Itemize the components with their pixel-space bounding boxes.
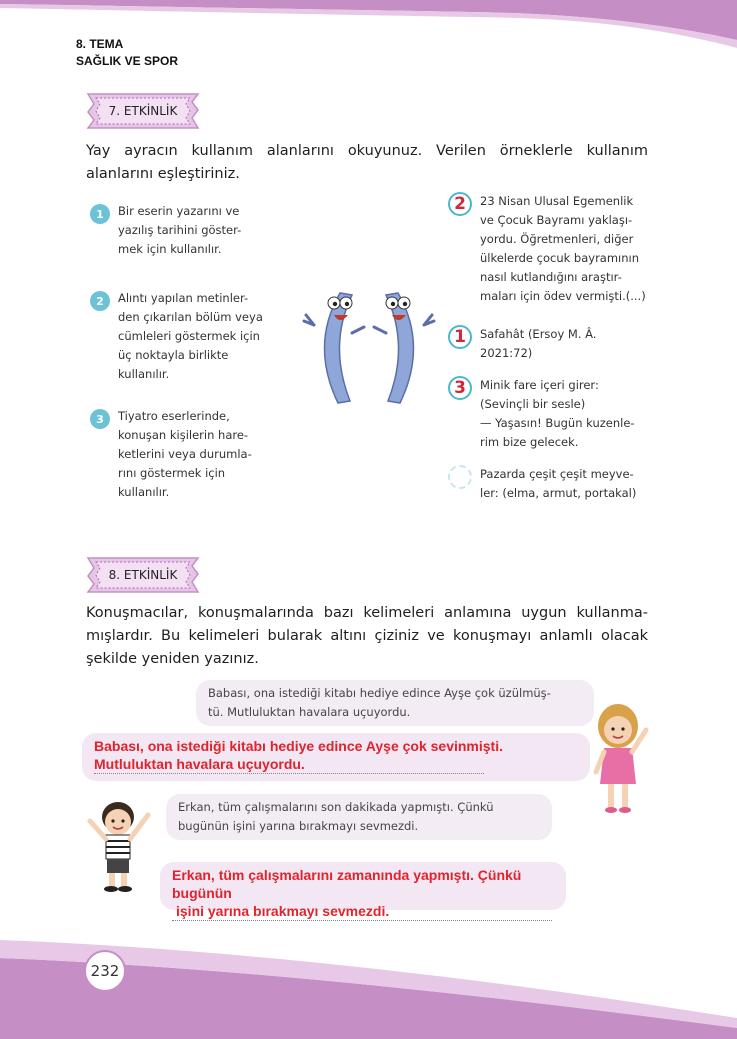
activity7-title: 7. ETKİNLİK	[108, 104, 178, 118]
theme-header	[76, 36, 178, 70]
boy-illustration	[78, 795, 162, 895]
example-text: 23 Nisan Ulusal Egemenlik ve Çocuk Bayramı yaklaşı- yordu. Öğretmenleri, diğer ülkelerde çocuk bayramının nasıl kutlandığını araştır- maları için ödev vermişti.(...)	[480, 194, 646, 303]
example-item-1	[448, 192, 660, 306]
page-number: 232	[84, 950, 126, 992]
activity8-instruction: Konuşmacılar, konuşmalarında bazı kelimeleri anlamına uygun kullanma-mışlardır. Bu kelimeleri bularak altını çiziniz ve konuşmayı anlamlı olacak şekilde yeniden yazınız.	[86, 605, 648, 667]
activity8-banner	[84, 556, 202, 594]
answer-line: Babası, ona istediği kitabı hediye edince Ayşe çok sevinmişti.	[94, 738, 504, 754]
answer-circle: 1	[448, 325, 472, 349]
use-item-1	[92, 202, 278, 259]
answer-line: işini yarına bırakmayı sevmezdi.	[172, 902, 552, 921]
speech-bubble-erkan: Erkan, tüm çalışmalarını son dakikada yapmıştı. Çünkü bugünün işini yarına bırakmayı sevmezdi.	[166, 794, 552, 840]
answer-box-erkan	[160, 862, 566, 919]
answer-line: Erkan, tüm çalışmalarını zamanında yapmıştı. Çünkü bugünün	[172, 867, 522, 901]
girl-illustration	[590, 700, 650, 818]
activity7-instruction: Yay ayracın kullanım alanlarını okuyunuz. Verilen örneklerle kullanım alanlarını eşleştiriniz.	[86, 143, 648, 182]
answer-circle: 3	[448, 376, 472, 400]
answer-circle: 2	[448, 192, 472, 216]
use-text: Bir eserin yazarını ve yazılış tarihini göster- mek için kullanılır.	[118, 204, 242, 256]
example-item-3	[448, 376, 660, 452]
example-item-4	[448, 465, 660, 503]
theme-number: 8. TEMA	[76, 37, 124, 51]
use-text: Alıntı yapılan metinler- den çıkarılan bölüm veya cümleleri göstermek için üç noktayla birlikte kullanılır.	[118, 291, 263, 381]
use-item-2	[92, 289, 278, 384]
activity8-title: 8. ETKİNLİK	[108, 568, 178, 582]
use-item-3	[92, 407, 278, 502]
answer-circle-empty	[448, 465, 472, 489]
answer-box-ayse	[82, 733, 590, 781]
parentheses-mascot-illustration	[300, 285, 440, 410]
use-text: Tiyatro eserlerinde, konuşan kişilerin hare- ketlerini veya durumla- rını göstermek için kullanılır.	[118, 409, 252, 499]
example-text: Safahât (Ersoy M. Â. 2021:72)	[480, 327, 597, 360]
speech-bubble-ayse: Babası, ona istediği kitabı hediye edince Ayşe çok üzülmüş- tü. Mutluluktan havalara uçuyordu.	[196, 680, 594, 726]
use-number-badge: 3	[90, 409, 110, 429]
example-text: Minik fare içeri girer: (Sevinçli bir sesle) — Yaşasın! Bugün kuzenle- rim bize gelecek.	[480, 378, 635, 449]
use-number-badge: 1	[90, 204, 110, 224]
theme-title: SAĞLIK VE SPOR	[76, 54, 179, 68]
example-item-2	[448, 325, 660, 363]
answer-line: Mutluluktan havalara uçuyordu.	[94, 755, 484, 774]
example-text: Pazarda çeşit çeşit meyve- ler: (elma, armut, portakal)	[480, 467, 637, 500]
activity7-banner	[84, 92, 202, 130]
use-number-badge: 2	[90, 291, 110, 311]
